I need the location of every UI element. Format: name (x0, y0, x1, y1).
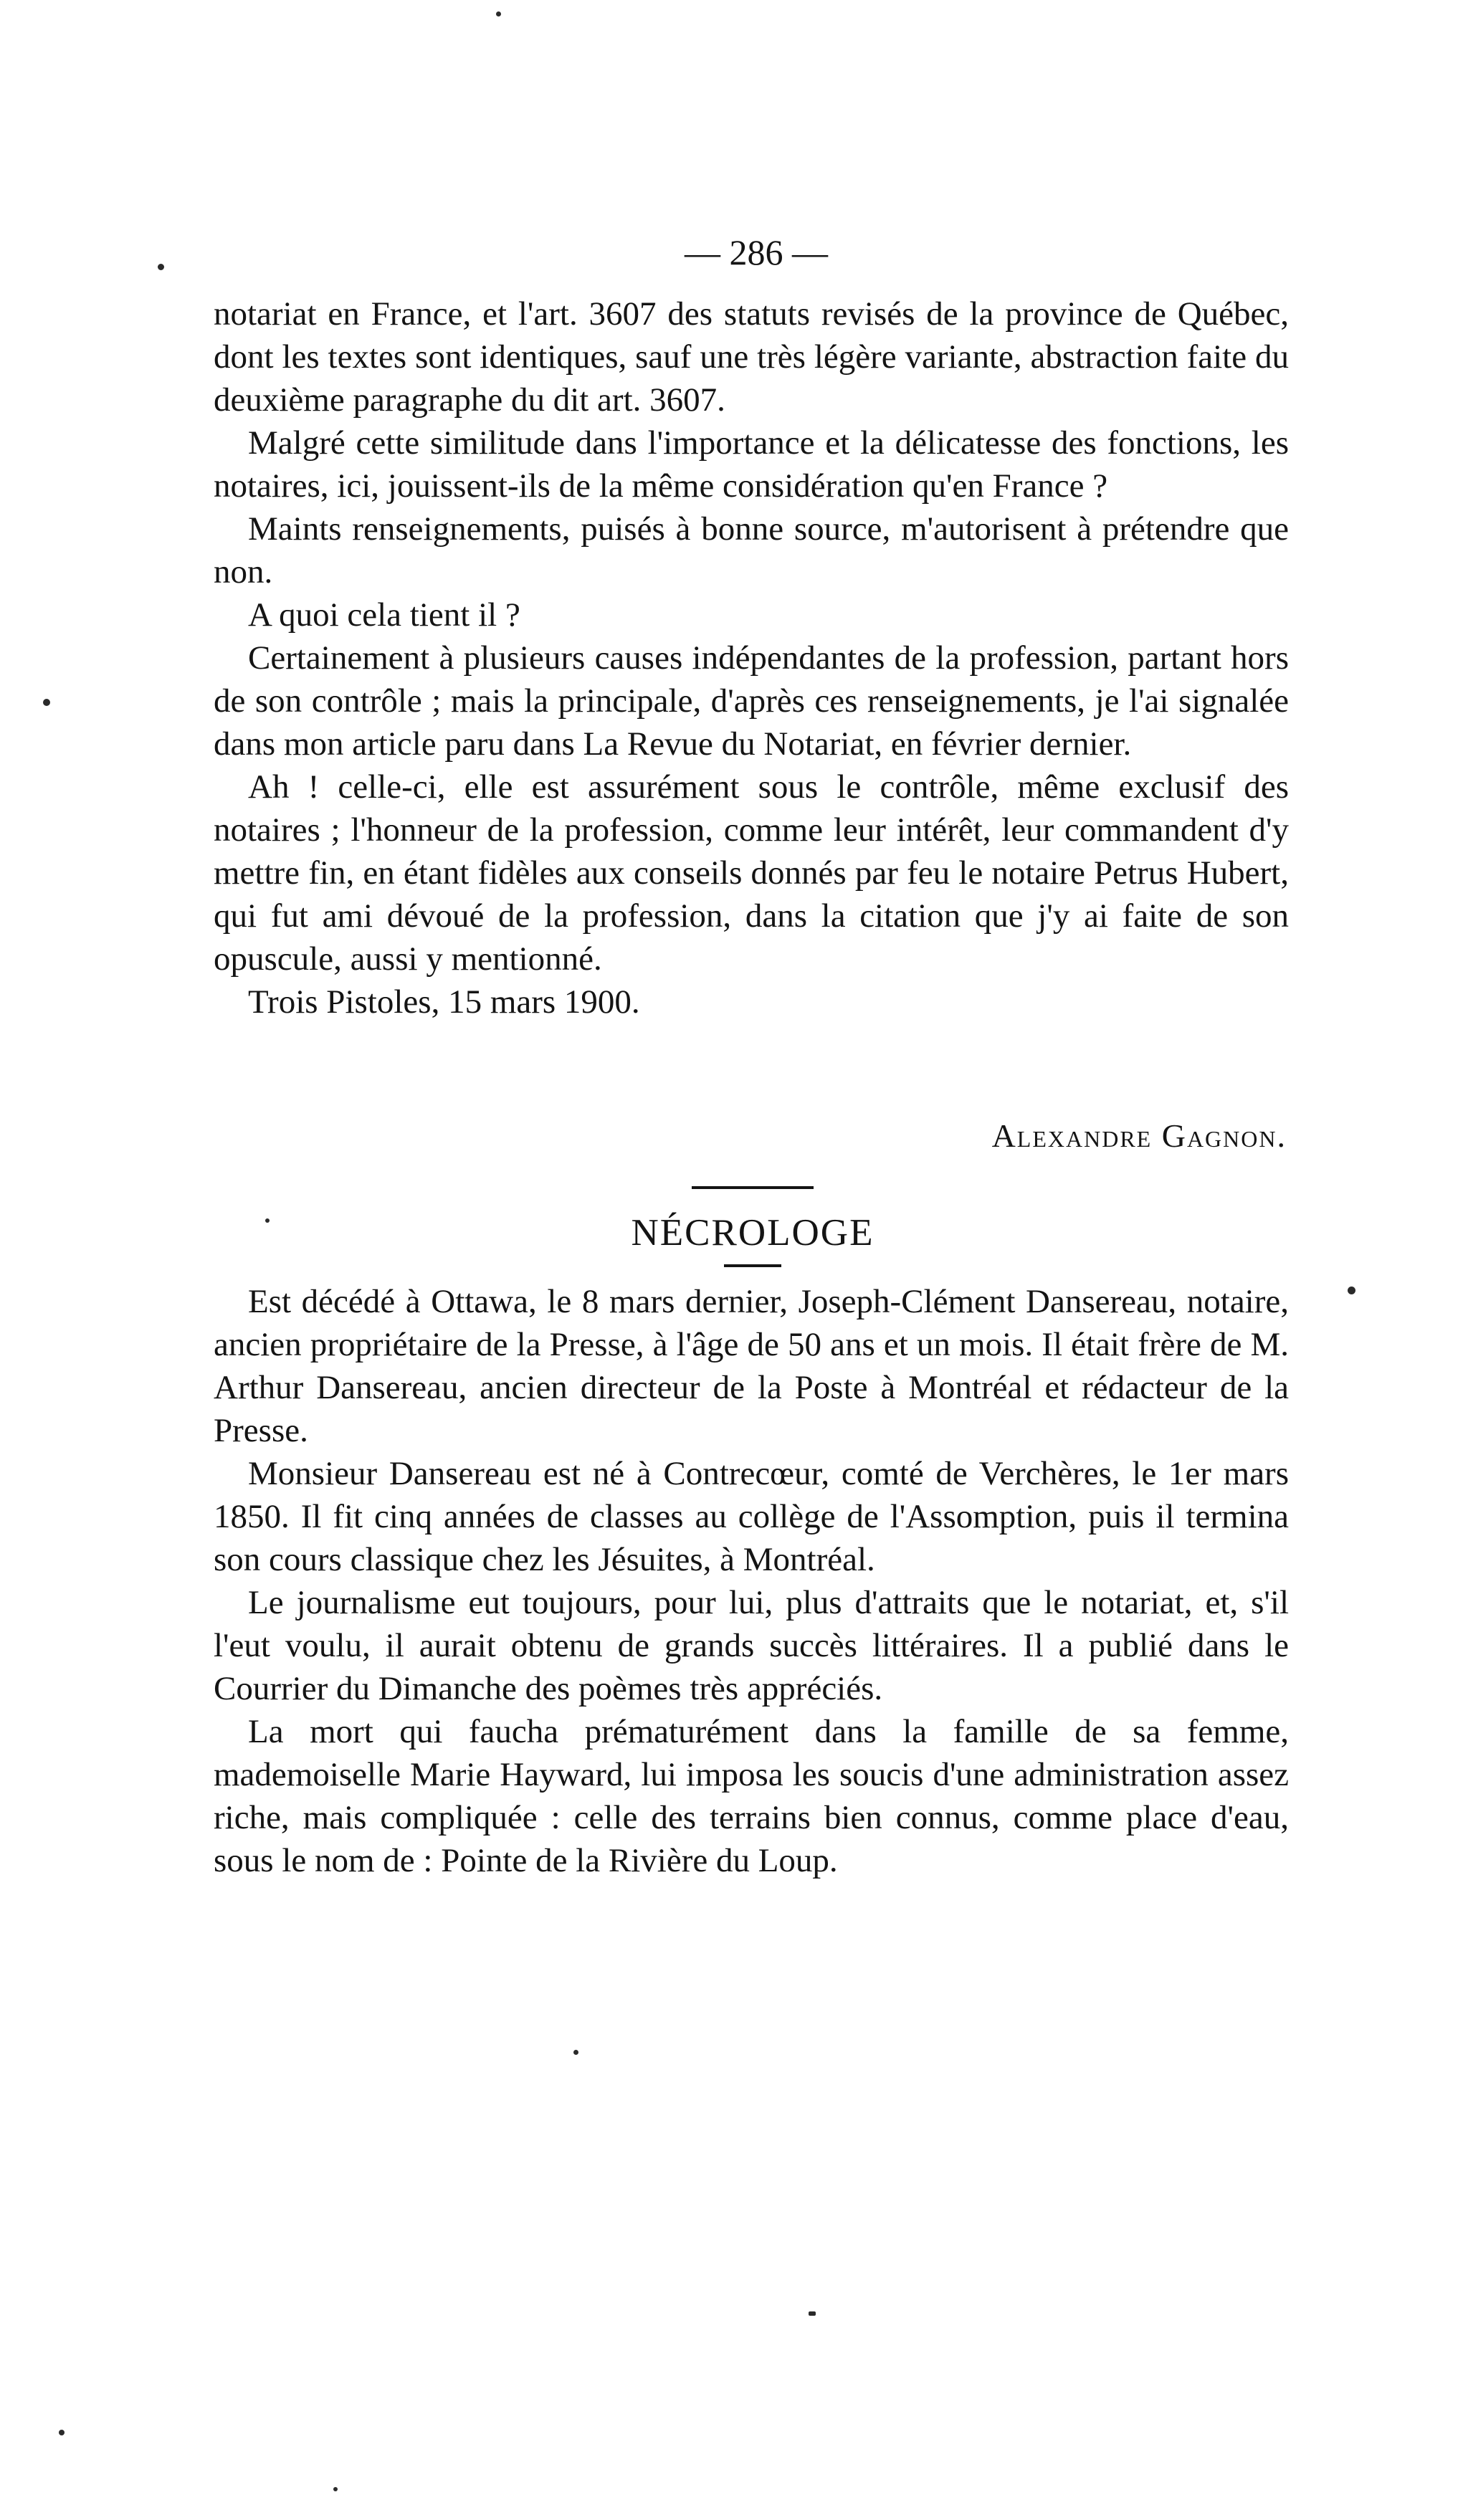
paragraph: La mort qui faucha prématurément dans la famille de sa femme, mademoiselle Marie Hayward, lui imposa les soucis d'une administration assez riche, mais compliquée : celle des terrains bien connus, comme place d'eau, sous le nom de : Pointe de la Rivière du Loup. (214, 1713, 1289, 1879)
paragraph: Ah ! celle-ci, elle est assurément sous le contrôle, même exclusif des notaires ; l'honneur de la profession, comme leur intérêt, leur commandent d'y mettre fin, en étant fidèles aux conseils donnés par feu le notaire Petrus Hubert, qui fut ami dévoué de la profession, dans la citation que j'y ai faite de son opuscule, aussi y mentionné. (214, 768, 1289, 978)
scan-speck (573, 2050, 578, 2055)
scan-speck (265, 1218, 270, 1223)
paragraph: Est décédé à Ottawa, le 8 mars dernier, Joseph-Clément Dansereau, notaire, ancien propriétaire de la Presse, à l'âge de 50 ans et un mois. Il était frère de M. Arthur Dansereau, ancien directeur de la Poste à Montréal et rédacteur de la Presse. (214, 1283, 1289, 1449)
dateline: Trois Pistoles, 15 mars 1900. (248, 983, 640, 1021)
paragraph: Certainement à plusieurs causes indépendantes de la profession, partant hors de son contrôle ; mais la principale, d'après ces renseignements, je l'ai signalée dans mon article paru dans La Revue du Notariat, en février dernier. (214, 639, 1289, 763)
paragraph: Monsieur Dansereau est né à Contrecœur, comté de Verchères, le 1er mars 1850. Il fit cinq années de classes au collège de l'Assomption, puis il termina son cours classique chez les Jésuites, à Montréal. (214, 1455, 1289, 1578)
scan-speck (496, 11, 501, 16)
paragraph: Le journalisme eut toujours, pour lui, plus d'attraits que le notariat, et, s'il l'eut voulu, il aurait obtenu de grands succès littéraires. Il a publié dans le Courrier du Dimanche des poèmes très appréciés. (214, 1584, 1289, 1707)
section-title: NÉCROLOGE (631, 1212, 875, 1254)
scan-speck (43, 699, 50, 706)
paragraph: Malgré cette similitude dans l'importance et la délicatesse des fonctions, les notaires, ici, jouissent-ils de la même considération qu'en France ? (214, 424, 1289, 505)
scan-speck (59, 2430, 65, 2435)
article-text (214, 292, 1289, 1023)
necrology-text (214, 1280, 1289, 1882)
title-underline-rule (724, 1264, 781, 1267)
paragraph: A quoi cela tient il ? (248, 596, 520, 634)
paragraph: Maints renseignements, puisés à bonne source, m'autorisent à prétendre que non. (214, 510, 1289, 591)
author-signature: Alexandre Gagnon. (991, 1117, 1287, 1154)
scan-speck (158, 264, 164, 270)
scan-speck (1348, 1287, 1355, 1294)
scan-speck (809, 2311, 816, 2316)
section-divider-rule (692, 1186, 814, 1189)
paragraph-continuation: notariat en France, et l'art. 3607 des statuts revisés de la province de Québec, dont les textes sont identiques, sauf une très légère variante, abstraction faite du deuxième paragraphe du dit art. 3607. (214, 295, 1289, 419)
scan-speck (333, 2487, 338, 2491)
page-number: — 286 — (685, 232, 828, 272)
